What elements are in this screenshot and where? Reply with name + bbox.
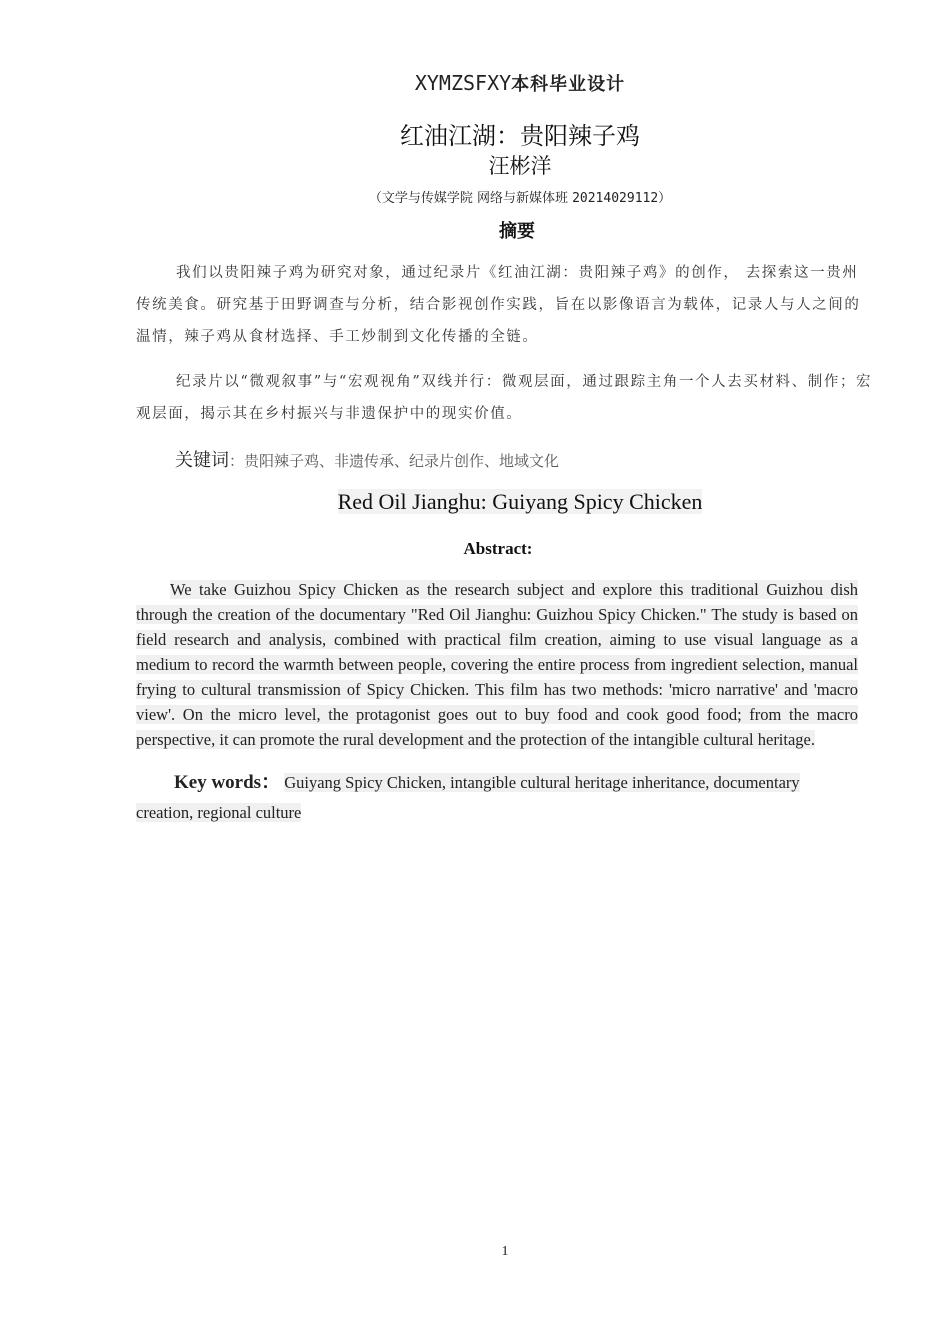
chinese-title: 红油江湖：贵阳辣子鸡	[400, 122, 640, 150]
english-abstract-paragraph	[136, 577, 858, 752]
school-code: XYMZSFXY	[414, 71, 512, 95]
english-title-block	[0, 489, 950, 515]
chinese-abstract-paragraph: 我们以贵阳辣子鸡为研究对象，通过纪录片《红油江湖：贵阳辣子鸡》的创作， 去探索这一贵州传统美食。研究基于田野调查与分析，结合影视创作实践，旨在以影像语言为载体，记录人与人之间的温情，辣子鸡从食材选择、手工炒制到文化传播的全链。	[136, 265, 861, 345]
author-name: 汪彬洋	[488, 154, 552, 178]
chinese-abstract-paragraph: 纪录片以“微观叙事”与“宏观视角”双线并行：微观层面，通过跟踪主角一个人去买材料、制作；宏观层面，揭示其在乡村振兴与非遗保护中的现实价值。	[136, 374, 873, 422]
chinese-abstract-heading: 摘要	[499, 221, 535, 242]
chinese-keywords-value: ：贵阳辣子鸡、非遗传承、纪录片创作、地域文化	[229, 452, 560, 470]
english-title: Red Oil Jianghu: Guiyang Spicy Chicken	[337, 489, 703, 514]
thesis-header	[0, 70, 950, 96]
student-id: 20214029112	[572, 191, 659, 206]
english-keywords-label: Key words：	[174, 772, 281, 793]
thesis-type-label: 本科毕业设计	[511, 74, 626, 95]
affiliation-close: ）	[658, 191, 672, 206]
english-abstract-text: We take Guizhou Spicy Chicken as the research subject and explore this traditional Guizhou dish through the creation of the documentary "Red Oil Jianghu: Guizhou Spicy Chicken." The study is based on field research and analysis, combined with practical film creation, aiming to use visual language as a medium to record the warmth between people, covering the entire process from ingredient selection, manual frying to cultural transmission of Spicy Chicken. This film has two methods: 'micro narrative' and 'macro view'. On the micro level, the protagonist goes out to buy food and cook good food; from the macro perspective, it can promote the rural development and the protection of the intangible cultural heritage.	[136, 580, 858, 749]
chinese-keywords	[175, 446, 875, 472]
chinese-keywords-label: 关键词	[175, 450, 229, 471]
english-abstract-heading: Abstract:	[463, 539, 533, 558]
english-keywords	[136, 768, 858, 828]
affiliation-text: （文学与传媒学院 网络与新媒体班	[368, 191, 573, 206]
english-keywords-value: Guiyang Spicy Chicken, intangible cultural heritage inheritance, documentary creation, regional culture	[136, 773, 800, 822]
page-number: 1	[501, 1244, 509, 1259]
author-affiliation	[0, 187, 950, 206]
